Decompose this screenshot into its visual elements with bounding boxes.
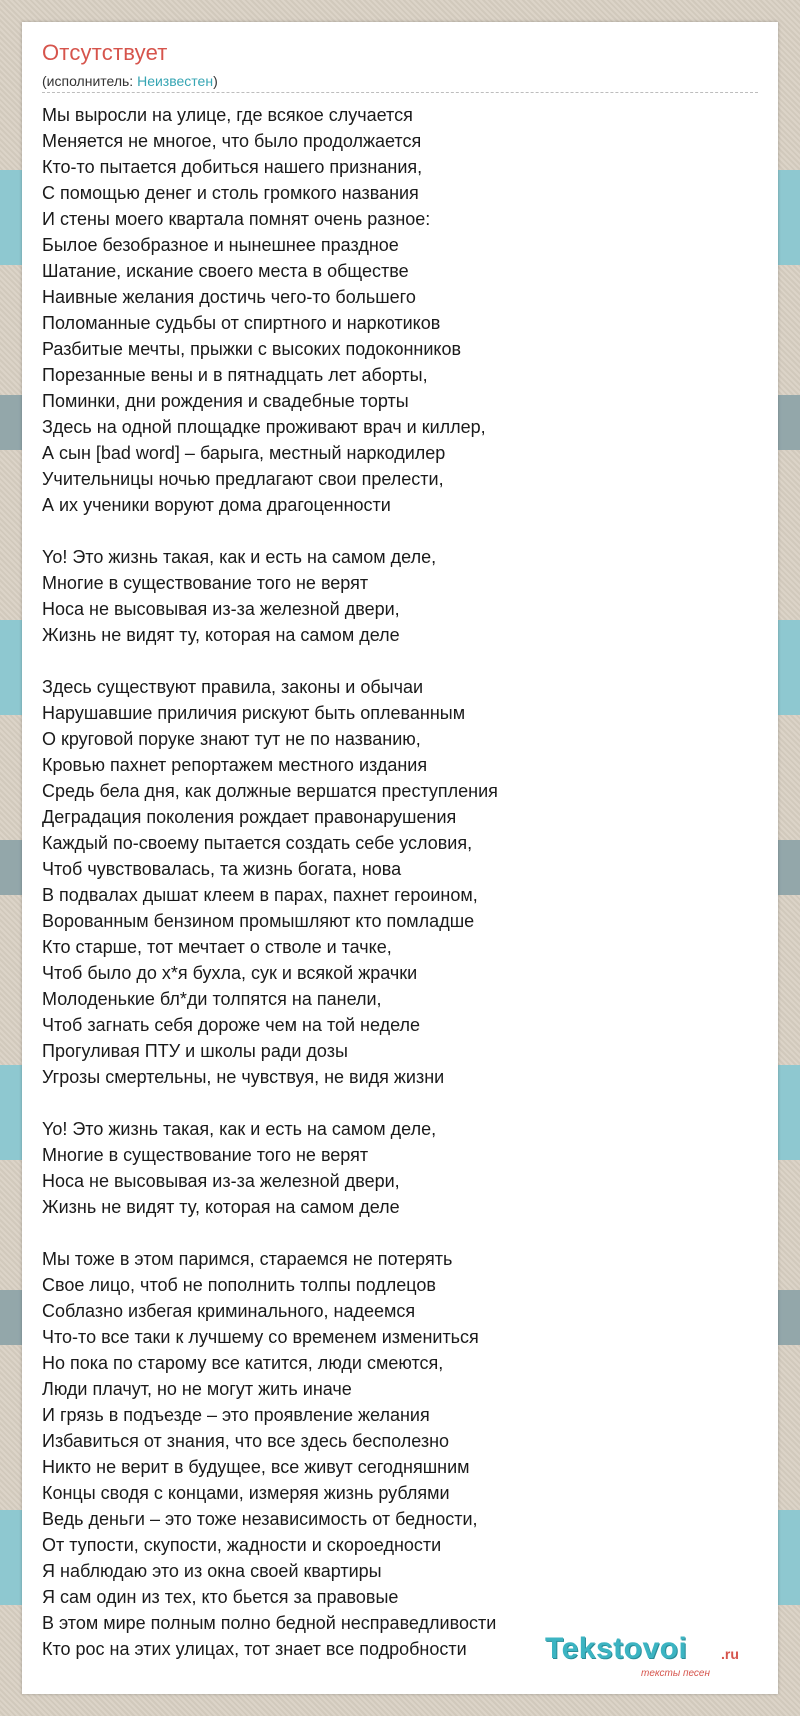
- lyric-line: Многие в существование того не верят: [42, 573, 369, 593]
- lyric-stanza: [42, 102, 758, 518]
- lyric-line: Чтоб было до х*я бухла, сук и всякой жрачки: [42, 963, 418, 983]
- lyric-line: Люди плачут, но не могут жить иначе: [42, 1379, 352, 1399]
- lyric-line: Ведь деньги – это тоже независимость от бедности,: [42, 1509, 478, 1529]
- lyric-line: Кто старше, тот мечтает о стволе и тачке,: [42, 937, 392, 957]
- lyric-line: С помощью денег и столь громкого названия: [42, 183, 419, 203]
- lyric-line: Никто не верит в будущее, все живут сегодняшним: [42, 1457, 470, 1477]
- lyric-line: И грязь в подъезде – это проявление желания: [42, 1405, 430, 1425]
- lyric-stanza: [42, 674, 758, 1090]
- lyric-line: Что-то все таки к лучшему со временем измениться: [42, 1327, 479, 1347]
- lyric-line: Жизнь не видят ту, которая на самом деле: [42, 625, 400, 645]
- lyric-line: Но пока по старому все катится, люди смеются,: [42, 1353, 444, 1373]
- lyric-line: Разбитые мечты, прыжки с высоких подоконников: [42, 339, 462, 359]
- lyric-line: Соблазно избегая криминального, надеемся: [42, 1301, 416, 1321]
- lyric-line: Кто-то пытается добиться нашего признания,: [42, 157, 423, 177]
- lyric-line: А сын [bad word] – барыга, местный наркодилер: [42, 443, 446, 463]
- lyric-line: Чтоб загнать себя дороже чем на той неделе: [42, 1015, 421, 1035]
- lyric-line: Концы сводя с концами, измеряя жизнь рублями: [42, 1483, 450, 1503]
- lyric-line: Избавиться от знания, что все здесь бесполезно: [42, 1431, 450, 1451]
- lyric-line: Здесь на одной площадке проживают врач и киллер,: [42, 417, 486, 437]
- artist-prefix: (исполнитель:: [42, 73, 138, 89]
- lyric-line: Кровью пахнет репортажем местного издания: [42, 755, 428, 775]
- lyrics-body: [42, 102, 758, 1688]
- lyric-line: Средь бела дня, как должные вершатся преступления: [42, 781, 498, 801]
- lyric-line: Прогуливая ПТУ и школы ради дозы: [42, 1041, 348, 1061]
- lyric-line: Носа не высовывая из-за железной двери,: [42, 599, 400, 619]
- lyric-line: В подвалах дышат клеем в парах, пахнет героином,: [42, 885, 478, 905]
- lyric-line: Мы выросли на улице, где всякое случается: [42, 105, 413, 125]
- lyric-line: Yo! Это жизнь такая, как и есть на самом деле,: [42, 547, 437, 567]
- title-divider: [42, 92, 758, 93]
- lyric-line: О круговой поруке знают тут не по названию,: [42, 729, 421, 749]
- lyric-stanza: [42, 1116, 758, 1220]
- lyric-line: Учительницы ночью предлагают свои прелести,: [42, 469, 444, 489]
- lyric-line: Кто рос на этих улицах, тот знает все подробности: [42, 1639, 467, 1659]
- lyric-line: Порезанные вены и в пятнадцать лет аборты,: [42, 365, 428, 385]
- lyric-line: И стены моего квартала помнят очень разное:: [42, 209, 431, 229]
- lyric-line: В этом мире полным полно бедной несправедливости: [42, 1613, 497, 1633]
- lyric-line: Чтоб чувствовалась, та жизнь богата, нова: [42, 859, 402, 879]
- lyric-stanza: [42, 544, 758, 648]
- lyric-stanza: [42, 1246, 758, 1662]
- logo-tld: .ru: [721, 1646, 739, 1662]
- song-title: Отсутствует: [42, 40, 168, 65]
- lyric-line: Мы тоже в этом паримся, стараемся не потерять: [42, 1249, 453, 1269]
- lyric-line: Здесь существуют правила, законы и обычаи: [42, 677, 424, 697]
- lyric-line: Шатание, искание своего места в обществе: [42, 261, 409, 281]
- lyric-line: Молоденькие бл*ди толпятся на панели,: [42, 989, 382, 1009]
- lyric-line: Нарушавшие приличия рискуют быть оплеванным: [42, 703, 466, 723]
- lyric-line: А их ученики воруют дома драгоценности: [42, 495, 391, 515]
- lyric-line: Каждый по-своему пытается создать себе условия,: [42, 833, 473, 853]
- logo-tagline: тексты песен: [641, 1668, 710, 1679]
- artist-line: [42, 73, 218, 89]
- lyric-line: Носа не высовывая из-за железной двери,: [42, 1171, 400, 1191]
- lyric-line: Деградация поколения рождает правонарушения: [42, 807, 457, 827]
- lyric-line: Угрозы смертельны, не чувствуя, не видя жизни: [42, 1067, 445, 1087]
- logo-name: Tekstovoi: [545, 1632, 688, 1665]
- lyric-line: Yo! Это жизнь такая, как и есть на самом деле,: [42, 1119, 437, 1139]
- lyric-line: Многие в существование того не верят: [42, 1145, 369, 1165]
- artist-link[interactable]: Неизвестен: [137, 73, 214, 89]
- lyrics-card: [22, 22, 778, 1694]
- lyric-line: От тупости, скупости, жадности и скороедности: [42, 1535, 442, 1555]
- lyric-line: Я наблюдаю это из окна своей квартиры: [42, 1561, 382, 1581]
- lyric-line: Меняется не многое, что было продолжается: [42, 131, 422, 151]
- lyric-line: Я сам один из тех, кто бьется за правовые: [42, 1587, 399, 1607]
- lyric-line: Поломанные судьбы от спиртного и наркотиков: [42, 313, 441, 333]
- lyric-line: Свое лицо, чтоб не пополнить толпы подлецов: [42, 1275, 436, 1295]
- lyric-line: Былое безобразное и нынешнее праздное: [42, 235, 399, 255]
- lyric-line: Ворованным бензином промышляют кто помладше: [42, 911, 475, 931]
- artist-suffix: ): [213, 73, 218, 89]
- site-logo[interactable]: [545, 1632, 755, 1682]
- lyric-line: Жизнь не видят ту, которая на самом деле: [42, 1197, 400, 1217]
- lyric-line: Наивные желания достичь чего-то большего: [42, 287, 416, 307]
- lyric-line: Поминки, дни рождения и свадебные торты: [42, 391, 409, 411]
